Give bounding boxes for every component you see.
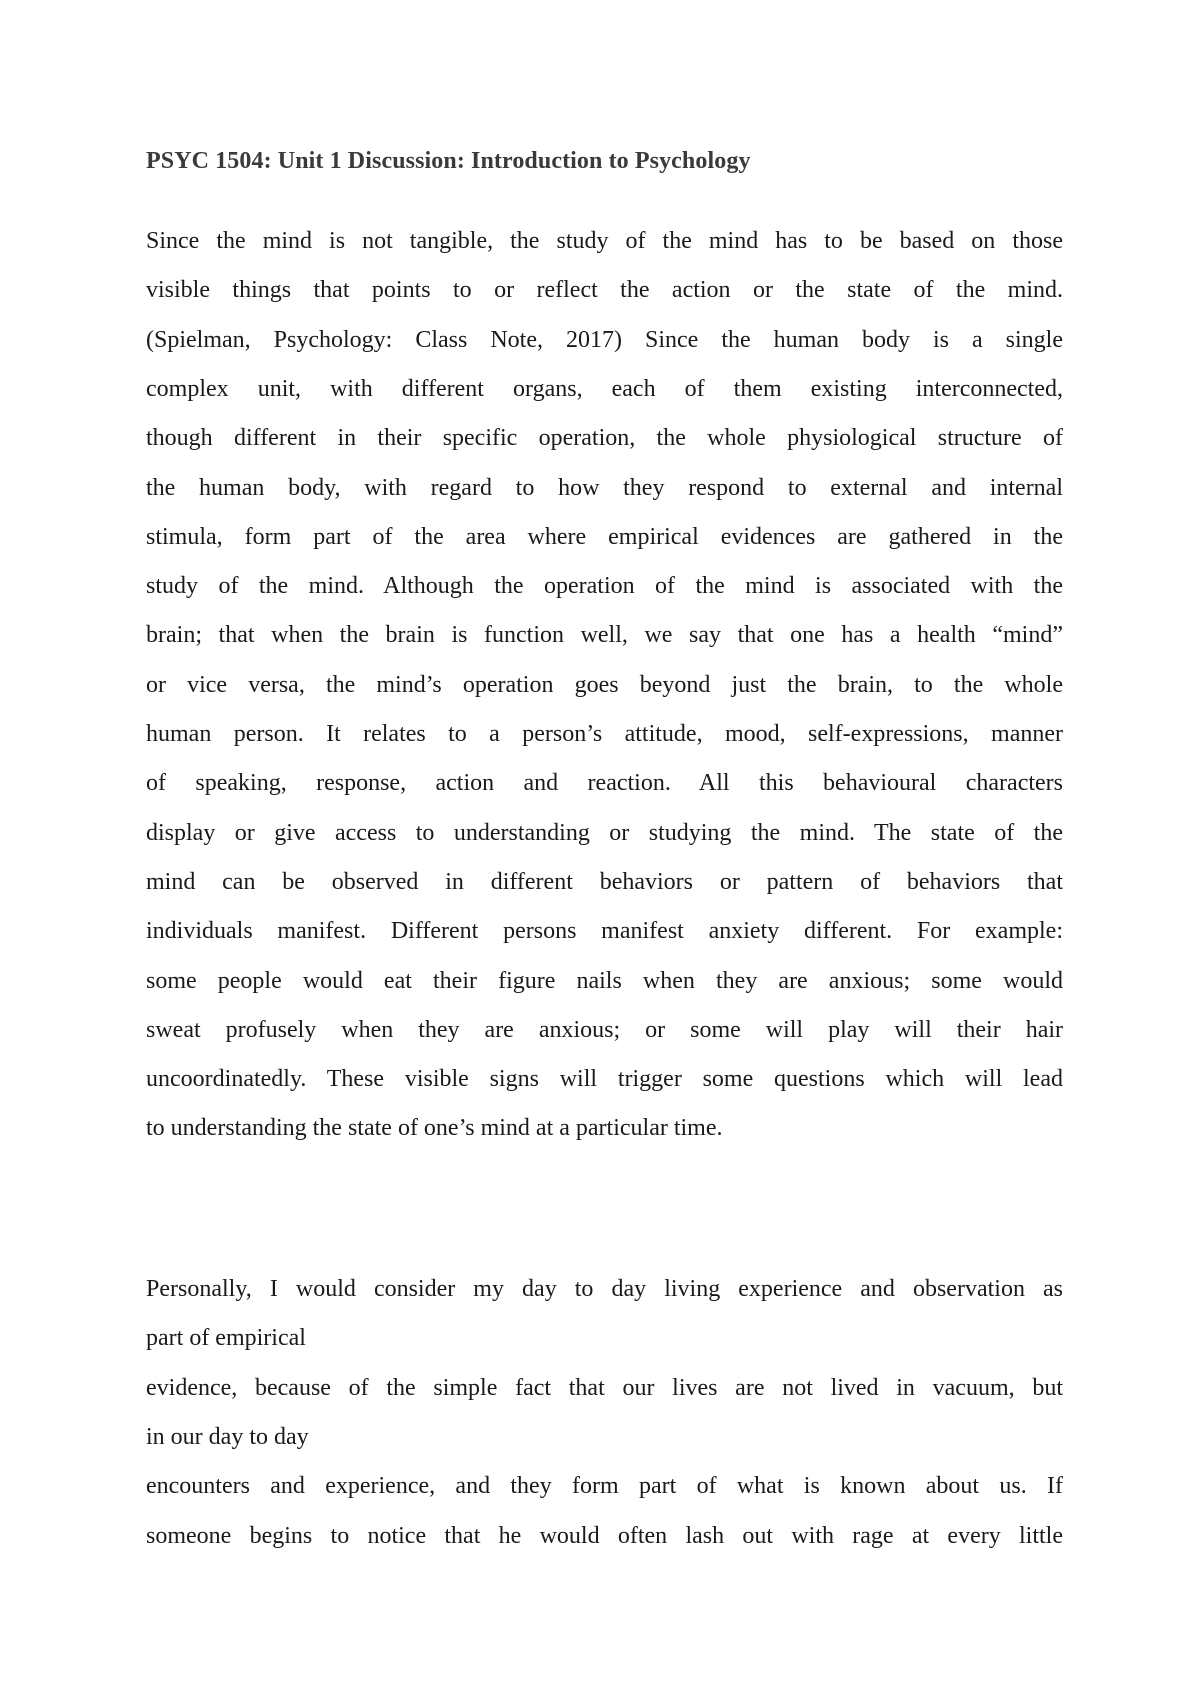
document-title: PSYC 1504: Unit 1 Discussion: Introduction to Psychology [146,148,751,174]
text-line: sweat profusely when they are anxious; or some will play will their hair [146,1016,1063,1043]
text-line: (Spielman, Psychology: Class Note, 2017) Since the human body is a single [146,326,1063,353]
text-line: someone begins to notice that he would often lash out with rage at every little [146,1522,1063,1549]
text-line: in our day to day [146,1423,309,1450]
text-line: stimula, form part of the area where empirical evidences are gathered in the [146,523,1063,550]
text-line: some people would eat their figure nails when they are anxious; some would [146,967,1063,994]
text-line: of speaking, response, action and reaction. All this behavioural characters [146,770,1063,797]
text-line: Personally, I would consider my day to day living experience and observation as [146,1276,1063,1302]
text-line: uncoordinatedly. These visible signs will trigger some questions which will lead [146,1066,1063,1093]
text-line: though different in their specific operation, the whole physiological structure of [146,425,1063,452]
text-line: brain; that when the brain is function well, we say that one has a health “mind” [146,622,1063,649]
text-line: part of empirical [146,1325,306,1352]
text-line: human person. It relates to a person’s attitude, mood, self-expressions, manner [146,721,1063,747]
text-line: individuals manifest. Different persons manifest anxiety different. For example: [146,918,1063,945]
text-line: complex unit, with different organs, each of them existing interconnected, [146,375,1063,402]
text-line: display or give access to understanding or studying the mind. The state of the [146,819,1063,846]
text-line: to understanding the state of one’s mind at a particular time. [146,1115,723,1142]
text-line: the human body, with regard to how they respond to external and internal [146,474,1063,501]
text-line: study of the mind. Although the operation of the mind is associated with the [146,573,1063,600]
text-line: or vice versa, the mind’s operation goes beyond just the brain, to the whole [146,671,1063,698]
text-line: visible things that points to or reflect the action or the state of the mind. [146,277,1063,304]
text-line: Since the mind is not tangible, the study of the mind has to be based on those [146,228,1063,254]
text-line: mind can be observed in different behaviors or pattern of behaviors that [146,868,1063,895]
text-line: encounters and experience, and they form part of what is known about us. If [146,1473,1063,1500]
text-line: evidence, because of the simple fact that our lives are not lived in vacuum, but [146,1374,1063,1401]
